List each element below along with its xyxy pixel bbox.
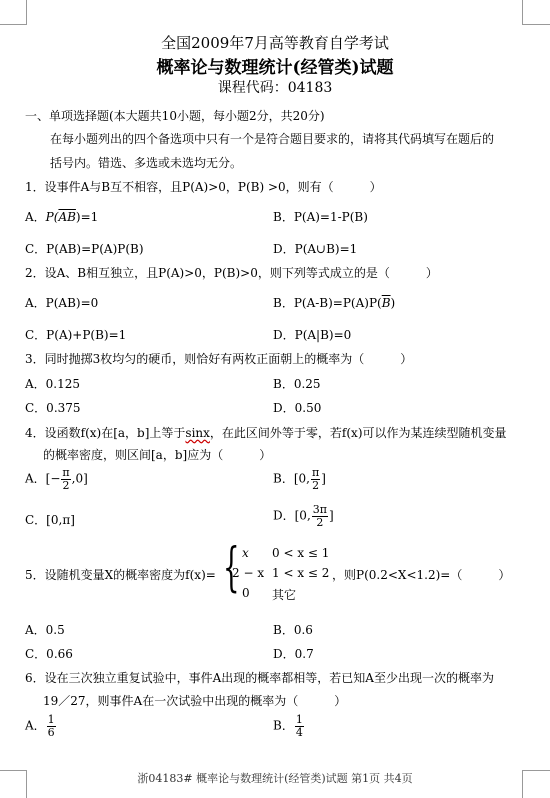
crop-mark-top-left — [0, 0, 27, 25]
q3-option-a: A．0.125 — [25, 377, 81, 391]
q6-option-b-num: 1 — [295, 713, 303, 726]
q4-option-d-den: 2 — [316, 515, 324, 529]
q4-option-b-pre: B．[0, — [273, 471, 310, 486]
q5-stem-post: ，则P(0.2<X<1.2)=（ ） — [332, 568, 511, 582]
q3-option-b: B．0.25 — [273, 377, 321, 391]
q4-stem-sinx: sinx — [185, 426, 210, 440]
q1-option-b: B．P(A)=1-P(B) — [273, 210, 368, 224]
q1-option-a-pre: P( — [45, 210, 59, 224]
q2-option-b — [273, 294, 395, 311]
q2-stem: 2．设A、B相互独立，且P(A)>0，P(B)>0，则下列等式成立的是（ ） — [25, 266, 438, 280]
q2-option-c: C．P(A)+P(B)=1 — [25, 328, 127, 342]
q4-stem-post: ，在此区间外等于零，若f(x)可以作为某连续型随机变量 — [209, 426, 507, 440]
q3-option-d: D．0.50 — [273, 401, 322, 415]
q4-option-b — [273, 467, 326, 491]
q4-option-a — [25, 467, 88, 491]
q4-option-d-post: ] — [329, 508, 334, 523]
q5-option-b: B．0.6 — [273, 623, 313, 637]
q4-option-d-num: 3π — [312, 503, 327, 516]
q4-option-d — [273, 504, 334, 528]
q3-stem: 3．同时抛掷3枚均匀的硬币，则恰好有两枚正面朝上的概率为（ ） — [25, 352, 413, 366]
q6-option-a-den: 6 — [47, 725, 55, 739]
q6-option-b-label: B． — [273, 718, 294, 733]
q5-case2-condition: 1 < x ≤ 2 — [272, 566, 330, 580]
q5-piecewise-brace: { — [223, 538, 240, 598]
q4-option-b-fraction — [311, 467, 320, 491]
q1-option-c: C．P(AB)=P(A)P(B) — [25, 242, 144, 256]
exam-title: 全国2009年7月高等教育自学考试 — [161, 34, 389, 52]
q6-option-a — [25, 714, 57, 738]
q6-option-b-den: 4 — [295, 725, 303, 739]
q5-case3-value: 0 — [242, 586, 250, 600]
q5-case1-value: x — [242, 546, 249, 560]
q6-option-a-label: A． — [25, 718, 46, 733]
q4-option-b-den: 2 — [312, 478, 320, 492]
course-code: 课程代码：04183 — [217, 80, 333, 96]
q6-option-b-fraction — [295, 714, 304, 738]
q1-option-a-label: A． — [25, 210, 46, 224]
q6-option-a-num: 1 — [47, 713, 55, 726]
crop-mark-top-right — [522, 0, 550, 25]
exam-subject: 概率论与数理统计(经管类)试题 — [156, 58, 394, 78]
q4-option-a-pre: A．[− — [25, 471, 61, 486]
q4-option-b-num: π — [311, 466, 320, 479]
section-instructions-1: 在每小题列出的四个备选项中只有一个是符合题目要求的，请将其代码填写在题后的 — [50, 132, 495, 146]
q4-option-a-fraction — [61, 467, 70, 491]
section-instructions-2: 括号内。错选、多选或未选均无分。 — [50, 156, 243, 170]
q2-option-a: A．P(AB)=0 — [25, 296, 99, 310]
q6-stem-line1: 6．设在三次独立重复试验中，事件A出现的概率都相等，若已知A至少出现一次的概率为 — [25, 671, 494, 685]
q4-option-d-pre: D．[0, — [273, 508, 311, 523]
q4-option-d-fraction — [312, 504, 328, 528]
q4-option-a-num: π — [62, 466, 70, 479]
q6-stem-line2: 19／27，则事件A在一次试验中出现的概率为（ ） — [43, 694, 347, 708]
q5-option-a: A．0.5 — [25, 623, 65, 637]
q6-option-a-fraction — [47, 714, 56, 738]
page-footer: 浙04183# 概率论与数理统计(经管类)试题 第1页 共4页 — [137, 772, 413, 785]
q5-case2-value: 2 − x — [232, 566, 265, 580]
q1-option-a-bar: $\overline{AB}$ — [58, 210, 76, 224]
q3-option-c: C．0.375 — [25, 401, 81, 415]
q2-option-b-post: ) — [390, 296, 396, 310]
q2-option-b-bar: $\overline{B}$ — [381, 296, 391, 310]
q5-stem-pre: 5．设随机变量X的概率密度为f(x)= — [25, 568, 216, 582]
q5-case1-condition: 0 < x ≤ 1 — [272, 546, 330, 560]
q1-option-a-post: )=1 — [75, 210, 99, 224]
q4-stem-line1 — [25, 424, 507, 441]
q4-stem-line2: 的概率密度，则区间[a，b]应为（ ） — [43, 448, 272, 462]
q4-option-a-post: ,0] — [71, 471, 88, 486]
q1-option-d: D．P(A∪B)=1 — [273, 242, 358, 256]
section-heading: 一、单项选择题(本大题共10小题，每小题2分，共20分) — [25, 109, 325, 123]
q1-option-a — [25, 208, 98, 225]
q4-option-b-post: ] — [321, 471, 326, 486]
q5-case3-condition: 其它 — [272, 588, 297, 602]
q5-option-c: C．0.66 — [25, 647, 73, 661]
q4-option-c: C．[0,π] — [25, 513, 75, 527]
q4-stem-pre: 4．设函数f(x)在[a，b]上等于 — [25, 426, 186, 440]
q1-stem: 1．设事件A与B互不相容，且P(A)>0，P(B) >0，则有（ ） — [25, 180, 382, 194]
q5-option-d: D．0.7 — [273, 647, 314, 661]
q4-option-a-den: 2 — [62, 478, 70, 492]
q6-option-b — [273, 714, 305, 738]
q2-option-b-pre: B．P(A-B)=P(A)P( — [273, 296, 382, 310]
q2-option-d: D．P(A|B)=0 — [273, 328, 352, 342]
